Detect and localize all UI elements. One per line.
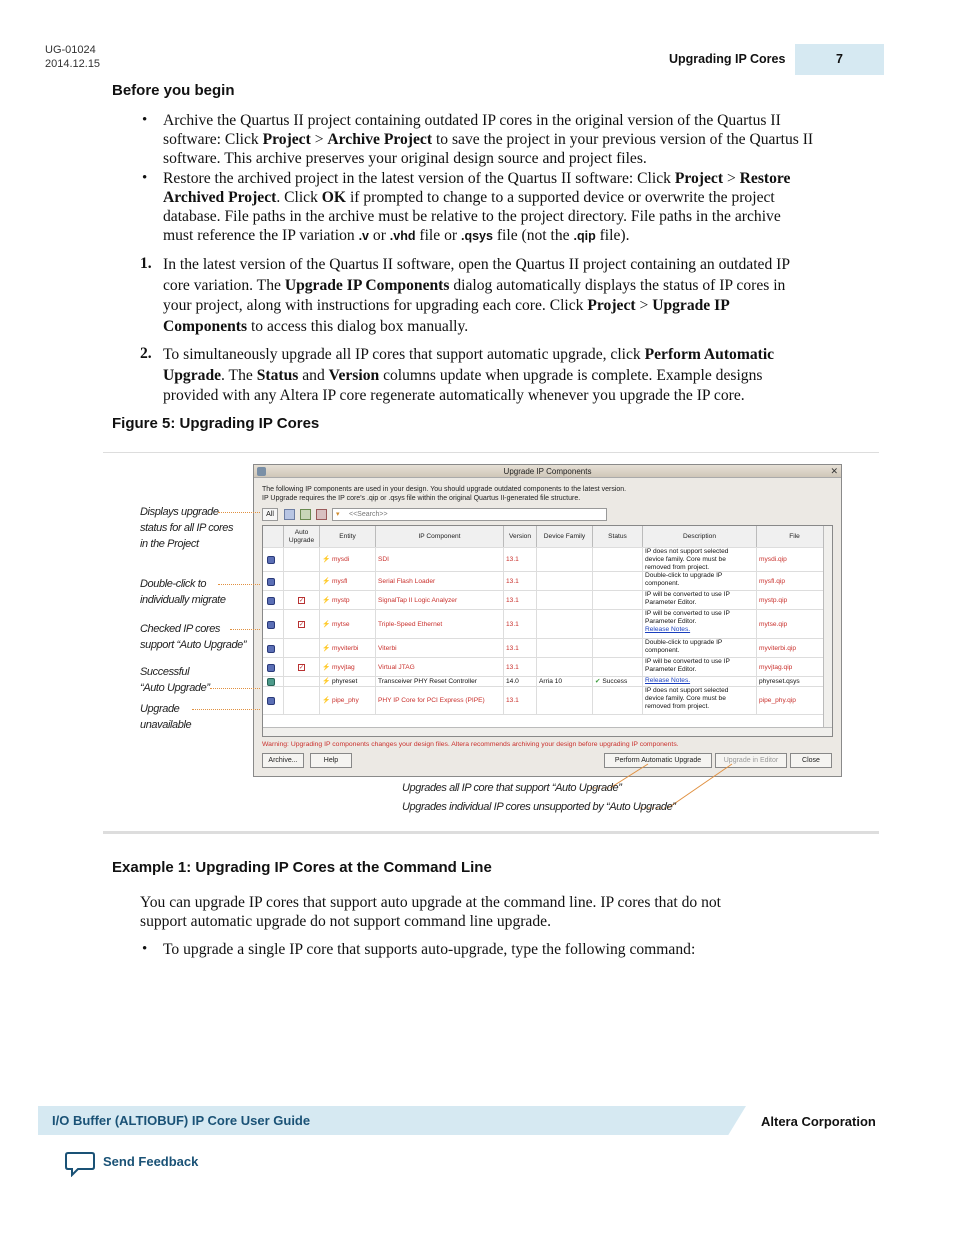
perform-automatic-upgrade-button[interactable]: Perform Automatic Upgrade — [604, 753, 712, 768]
entity-cell — [320, 610, 376, 638]
ip-core-icon — [267, 678, 275, 686]
text-line: Archive the Quartus II project containing outdated IP cores in the original version of the Quartus II — [163, 112, 781, 129]
file-name: mystp.qip — [759, 596, 788, 604]
desc-line: The following IP components are used in your design. You should upgrade outdated components to the latest version. — [262, 486, 627, 493]
entity-cell — [320, 639, 376, 657]
status-cell — [593, 677, 643, 686]
upgrade-in-editor-button[interactable]: Upgrade in Editor — [715, 753, 787, 768]
description-line: IP will be converted to use IP — [645, 610, 730, 617]
release-notes-link[interactable]: Release Notes. — [645, 677, 691, 684]
device-family-cell — [537, 639, 593, 657]
row-icon-cell — [263, 677, 284, 686]
leader-editor — [668, 764, 732, 808]
filter-unsupported-icon[interactable] — [316, 509, 327, 520]
filter-all-button[interactable]: All — [262, 508, 278, 521]
desc-line: IP Upgrade requires the IP core's .qip or .qsys file within the original Quartus II-generated file structure. — [262, 495, 581, 502]
wand-icon: ⚡ — [322, 596, 331, 604]
version-value: 13.1 — [506, 596, 519, 604]
table-row[interactable] — [263, 658, 833, 677]
auto-upgrade-cell — [284, 639, 320, 657]
file-cell — [757, 687, 833, 714]
callout-line: Displays upgrade — [140, 506, 219, 518]
description-line: IP will be converted to use IP — [645, 591, 730, 598]
file-cell — [757, 677, 833, 686]
auto-upgrade-cell — [284, 572, 320, 590]
ip-component-cell — [376, 677, 504, 686]
filter-upgrade-icon[interactable] — [300, 509, 311, 520]
file-name: phyreset.qsys — [759, 678, 800, 685]
header-icon-col — [263, 526, 284, 547]
column-header[interactable] — [593, 526, 643, 547]
description-cell — [643, 687, 757, 714]
description-cell — [643, 591, 757, 609]
bullet-dot: • — [142, 112, 148, 128]
entity-cell — [320, 677, 376, 686]
file-cell — [757, 639, 833, 657]
description-link-line — [645, 626, 754, 634]
callout-line: “Auto Upgrade” — [140, 682, 210, 694]
version-value: 13.1 — [506, 556, 519, 563]
row-icon-cell — [263, 572, 284, 590]
column-header-label: Status — [608, 532, 627, 540]
column-header[interactable] — [643, 526, 757, 547]
ip-component-name: Triple-Speed Ethernet — [378, 620, 443, 628]
column-header[interactable] — [504, 526, 537, 547]
callout-checked — [140, 621, 246, 653]
ip-component-name: SignalTap II Logic Analyzer — [378, 596, 458, 604]
example-paragraph — [140, 893, 880, 931]
status-cell — [593, 610, 643, 638]
column-header-label: Device Family — [543, 532, 586, 540]
release-notes-link[interactable]: Release Notes. — [645, 626, 691, 633]
doc-id: UG-01024 — [45, 44, 96, 56]
section-title: Upgrading IP Cores — [669, 52, 786, 66]
device-family-cell — [537, 591, 593, 609]
auto-upgrade-cell — [284, 610, 320, 638]
description-line: removed from project. — [645, 703, 710, 710]
text-line: In the latest version of the Quartus II software, open the Quartus II project containing an outdated IP — [163, 256, 791, 273]
version-value: 13.1 — [506, 620, 519, 628]
table-header-row — [263, 526, 833, 548]
ip-core-icon — [267, 556, 275, 564]
ip-component-name: Transceiver PHY Reset Controller — [378, 678, 477, 685]
ip-component-name: Viterbi — [378, 644, 397, 652]
ip-core-icon — [267, 578, 275, 586]
figure-top-rule — [103, 452, 879, 453]
auto-upgrade-checkbox[interactable]: ✓ — [299, 664, 305, 671]
auto-upgrade-cell — [284, 591, 320, 609]
entity-name: phyreset — [332, 678, 358, 685]
ip-component-cell — [376, 658, 504, 676]
description-line: component. — [645, 647, 680, 654]
status-cell — [593, 572, 643, 590]
entity-cell — [320, 658, 376, 676]
leader-line — [230, 629, 260, 630]
version-cell — [504, 677, 537, 686]
version-cell — [504, 591, 537, 609]
filter-ip-icon[interactable] — [284, 509, 295, 520]
table-row[interactable] — [263, 687, 833, 715]
step-number: 2. — [140, 345, 152, 362]
description-cell — [643, 610, 757, 638]
text-line: software: Click Project > Archive Project to save the project in your previous version of the Quartus II — [163, 131, 814, 148]
step-2 — [163, 345, 883, 407]
ip-component-name: PHY IP Core for PCI Express (PIPE) — [378, 697, 485, 704]
dialog-title: Upgrade IP Components — [503, 467, 592, 476]
wand-icon: ⚡ — [322, 620, 331, 628]
text-line: You can upgrade IP cores that support auto upgrade at the command line. IP cores that do not — [140, 894, 722, 911]
figure-bottom-rule — [103, 831, 879, 834]
row-icon-cell — [263, 639, 284, 657]
description-line: Double-click to upgrade IP — [645, 639, 723, 646]
column-header[interactable] — [757, 526, 833, 547]
ip-component-cell — [376, 687, 504, 714]
status-cell — [593, 591, 643, 609]
description-cell — [643, 658, 757, 676]
file-cell — [757, 658, 833, 676]
entity-name: myvjtag — [332, 663, 355, 671]
bullet-restore — [163, 169, 883, 246]
step-number: 1. — [140, 255, 152, 272]
table-row[interactable] — [263, 677, 833, 687]
app-icon — [257, 467, 266, 476]
device-family-cell — [537, 658, 593, 676]
device-family-cell — [537, 610, 593, 638]
callout-line: in the Project — [140, 538, 199, 550]
wand-icon: ⚡ — [322, 678, 331, 685]
entity-name: pipe_phy — [332, 697, 359, 704]
text-line: must reference the IP variation .v or .vhd file or .qsys file (not the .qip file). — [163, 227, 630, 244]
callout-line: status for all IP cores — [140, 522, 234, 534]
entity-cell — [320, 591, 376, 609]
text-line: database. File paths in the archive must be relative to the project directory. File paths in the archive — [163, 208, 781, 225]
description-line: Parameter Editor. — [645, 618, 697, 625]
status-cell — [593, 639, 643, 657]
send-feedback-link[interactable]: Send Feedback — [103, 1154, 199, 1169]
success-check-icon: ✔ — [595, 678, 603, 685]
description-cell — [643, 677, 757, 686]
entity-name: mystp — [332, 596, 350, 604]
caption-perform: Upgrades all IP core that support “Auto Upgrade” — [402, 782, 622, 794]
version-cell — [504, 610, 537, 638]
description-line: device family. Core must be — [645, 556, 726, 563]
callout-line: support “Auto Upgrade” — [140, 639, 247, 651]
callout-double-click — [140, 576, 226, 608]
text-line: Components to access this dialog box manually. — [163, 318, 469, 336]
doc-date: 2014.12.15 — [45, 58, 101, 70]
text-line: Upgrade. The Status and Version columns update when upgrade is complete. Example designs — [163, 366, 763, 384]
row-icon-cell — [263, 687, 284, 714]
row-icon-cell — [263, 658, 284, 676]
version-value: 13.1 — [506, 697, 519, 704]
column-header-label: Entity — [339, 532, 356, 540]
close-icon[interactable]: ✕ — [830, 466, 838, 476]
entity-cell — [320, 572, 376, 590]
ip-component-cell — [376, 548, 504, 571]
callout-line: Upgrade — [140, 703, 180, 715]
table-row[interactable] — [263, 639, 833, 658]
version-value: 14.0 — [506, 678, 519, 685]
leader-line — [218, 512, 260, 513]
device-family-value: Arria 10 — [539, 678, 563, 685]
row-icon-cell — [263, 610, 284, 638]
file-cell — [757, 572, 833, 590]
description-line: IP will be converted to use IP — [645, 658, 730, 665]
description-cell — [643, 548, 757, 571]
description-cell — [643, 572, 757, 590]
ip-component-cell — [376, 610, 504, 638]
description-line: Parameter Editor. — [645, 599, 697, 606]
version-value: 13.1 — [506, 577, 519, 585]
callout-line: Successful — [140, 666, 190, 678]
column-header[interactable] — [537, 526, 593, 547]
description-line: IP does not support selected — [645, 687, 729, 694]
column-header[interactable] — [376, 526, 504, 547]
file-name: myviterbi.qip — [759, 644, 797, 652]
ip-core-icon — [267, 697, 275, 705]
description-line: Parameter Editor. — [645, 666, 697, 673]
table-row[interactable] — [263, 572, 833, 591]
device-family-cell — [537, 572, 593, 590]
auto-upgrade-cell — [284, 687, 320, 714]
leader-line — [218, 584, 260, 585]
close-button[interactable]: Close — [790, 753, 832, 768]
help-button[interactable]: Help — [310, 753, 352, 768]
entity-name: myviterbi — [332, 644, 359, 652]
ip-component-cell — [376, 639, 504, 657]
version-cell — [504, 639, 537, 657]
version-value: 13.1 — [506, 644, 519, 652]
file-cell — [757, 548, 833, 571]
table-row[interactable] — [263, 591, 833, 610]
column-header[interactable] — [284, 526, 320, 547]
wand-icon: ⚡ — [322, 577, 331, 585]
callout-line: individually migrate — [140, 594, 226, 606]
description-line: component. — [645, 580, 680, 587]
table-row[interactable] — [263, 610, 833, 639]
file-name: myvjtag.qip — [759, 663, 793, 671]
status-cell — [593, 658, 643, 676]
auto-upgrade-checkbox[interactable]: ✓ — [299, 597, 305, 604]
version-cell — [504, 658, 537, 676]
dialog-description — [262, 485, 626, 503]
wand-icon: ⚡ — [322, 556, 331, 563]
text-line: To simultaneously upgrade all IP cores that support automatic upgrade, click Perform Automatic — [163, 346, 775, 363]
file-name: mysfl.qip — [759, 577, 786, 585]
warning-text: Warning: Upgrading IP components changes your design files. Altera recommends archiving your design before upgrading IP components. — [262, 741, 679, 748]
text-line: provided with any Altera IP core regenerate automatically whenever you upgrade the IP core. — [163, 387, 745, 405]
description-cell — [643, 639, 757, 657]
column-header-label: Description — [683, 532, 716, 540]
description-line: Double-click to upgrade IP — [645, 572, 723, 579]
before-heading: Before you begin — [112, 82, 235, 99]
horizontal-scrollbar[interactable] — [263, 727, 832, 736]
row-icon-cell — [263, 591, 284, 609]
description-link-line — [645, 677, 754, 685]
column-header-label: IP Component — [418, 532, 461, 540]
ip-component-name: Serial Flash Loader — [378, 577, 436, 585]
wand-icon: ⚡ — [322, 697, 331, 704]
example-bullet: To upgrade a single IP core that supports auto-upgrade, type the following command: — [163, 941, 696, 958]
auto-upgrade-cell — [284, 548, 320, 571]
version-cell — [504, 572, 537, 590]
leader-line — [210, 688, 260, 689]
device-family-cell — [537, 548, 593, 571]
description-line: removed from project. — [645, 564, 710, 571]
status-cell — [593, 687, 643, 714]
ip-components-table — [262, 525, 833, 737]
ip-core-icon — [267, 645, 275, 653]
caption-editor: Upgrades individual IP cores unsupported by “Auto Upgrade” — [402, 801, 676, 813]
ip-component-cell — [376, 572, 504, 590]
search-input[interactable] — [332, 508, 607, 521]
bullet-dot: • — [142, 941, 148, 957]
entity-name: mysfl — [332, 577, 348, 585]
column-header-label: Auto Upgrade — [288, 528, 315, 544]
file-name: mysdi.qip — [759, 556, 787, 563]
ip-core-icon — [267, 621, 275, 629]
entity-name: mytse — [332, 620, 350, 628]
auto-upgrade-checkbox[interactable]: ✓ — [299, 621, 305, 628]
status-value: Success — [602, 678, 628, 685]
table-row[interactable] — [263, 548, 833, 572]
row-icon-cell — [263, 548, 284, 571]
text-line: your project, along with instructions for upgrading each core. Click Project > Upgrade IP — [163, 297, 730, 315]
wand-icon: ⚡ — [322, 663, 331, 671]
status-cell — [593, 548, 643, 571]
dialog-titlebar — [254, 465, 841, 478]
archive-button[interactable]: Archive... — [262, 753, 304, 768]
leader-line — [192, 709, 260, 710]
figure-caption: Figure 5: Upgrading IP Cores — [112, 415, 320, 432]
version-cell — [504, 687, 537, 714]
description-line: device family. Core must be — [645, 695, 726, 702]
file-name: pipe_phy.qip — [759, 697, 796, 704]
upgrade-ip-dialog — [253, 464, 842, 777]
ip-component-name: Virtual JTAG — [378, 663, 415, 671]
auto-upgrade-cell — [284, 658, 320, 676]
feedback-icon[interactable] — [65, 1151, 95, 1177]
ip-component-name: SDI — [378, 556, 389, 563]
text-line: Archived Project. Click OK if prompted to change to a supported device or overwrite the project — [163, 189, 775, 206]
callout-line: Checked IP cores — [140, 623, 221, 635]
callout-line: unavailable — [140, 719, 192, 731]
callout-line: Double-click to — [140, 578, 207, 590]
column-header[interactable] — [320, 526, 376, 547]
text-line: core variation. The Upgrade IP Components dialog automatically displays the status of IP cores in — [163, 276, 786, 294]
file-name: mytse.qip — [759, 620, 788, 628]
text-line: Restore the archived project in the latest version of the Quartus II software: Click Project > Restore — [163, 170, 791, 187]
column-header-label: File — [789, 532, 800, 540]
vertical-scrollbar[interactable] — [823, 526, 832, 736]
ip-component-cell — [376, 591, 504, 609]
page-number: 7 — [795, 44, 884, 75]
filter-funnel-icon: ▾ — [336, 511, 340, 518]
file-cell — [757, 591, 833, 609]
device-family-cell — [537, 677, 593, 686]
example-heading: Example 1: Upgrading IP Cores at the Command Line — [112, 859, 492, 876]
auto-upgrade-cell — [284, 677, 320, 686]
text-line: support automatic upgrade do not support command line upgrade. — [140, 913, 551, 930]
file-cell — [757, 610, 833, 638]
search-placeholder: <<Search>> — [349, 511, 388, 518]
version-value: 13.1 — [506, 663, 519, 671]
bullet-dot: • — [142, 170, 148, 186]
entity-name: mysdi — [332, 556, 350, 563]
column-header-label: Version — [509, 532, 531, 540]
device-family-cell — [537, 687, 593, 714]
entity-cell — [320, 548, 376, 571]
callout-unavailable — [140, 701, 191, 733]
doc-id-block — [45, 43, 100, 71]
text-line: software. This archive preserves your original design source and project files. — [163, 150, 647, 167]
description-line: IP does not support selected — [645, 548, 729, 555]
footer-company: Altera Corporation — [761, 1114, 876, 1129]
version-cell — [504, 548, 537, 571]
bullet-archive — [163, 111, 883, 168]
wand-icon: ⚡ — [322, 644, 331, 652]
ip-core-icon — [267, 597, 275, 605]
step-1 — [163, 255, 883, 338]
ip-core-icon — [267, 664, 275, 672]
entity-cell — [320, 687, 376, 714]
callout-success — [140, 664, 210, 696]
footer-guide-title: I/O Buffer (ALTIOBUF) IP Core User Guide — [52, 1113, 311, 1128]
